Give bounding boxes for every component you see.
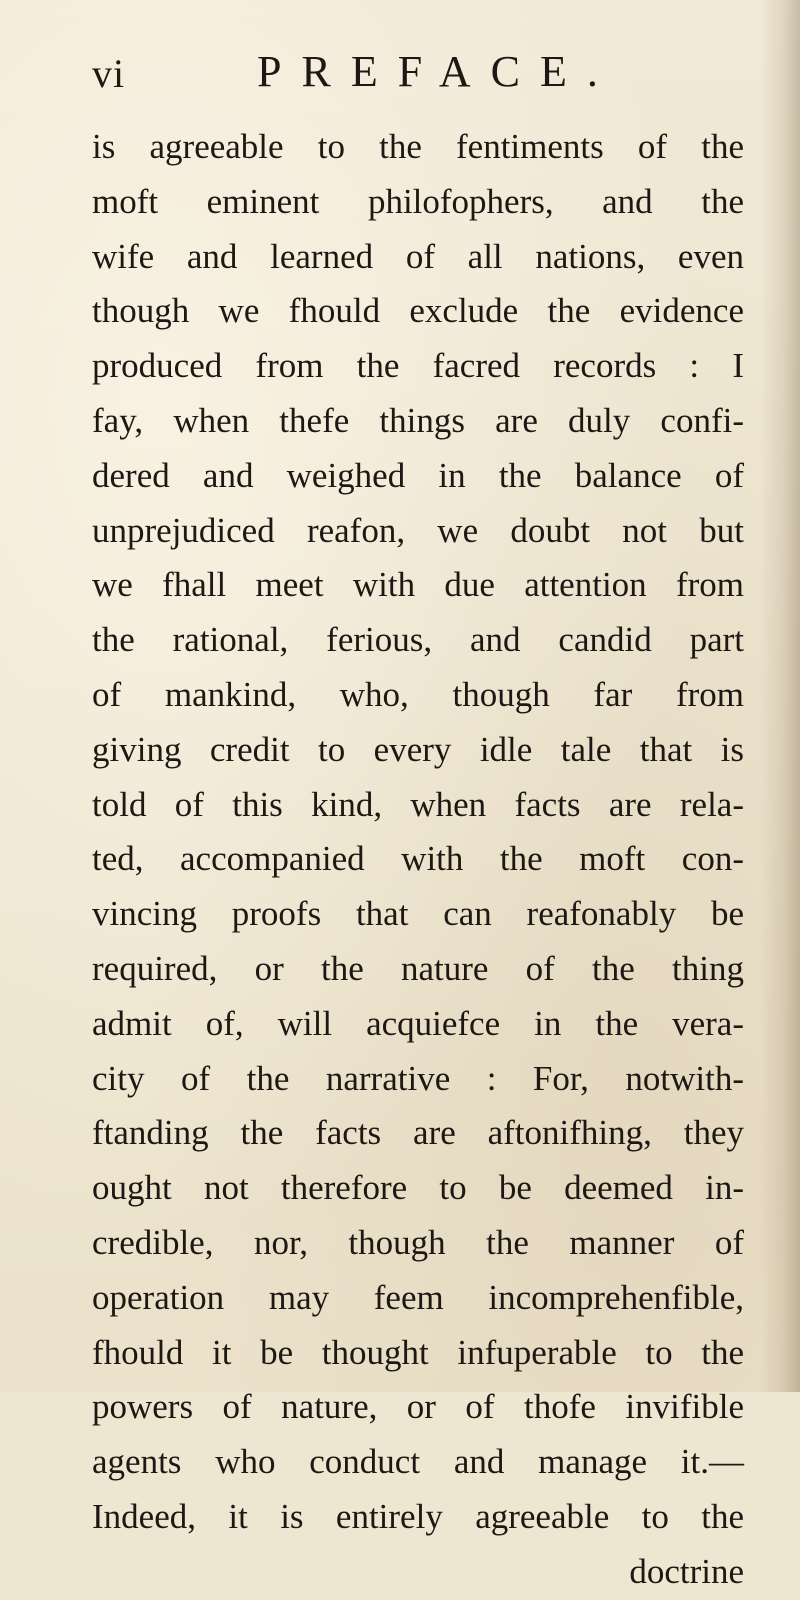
page-header	[92, 44, 712, 104]
text-line: city of the narrative : For, notwith-	[92, 1058, 744, 1098]
text-line: ought not therefore to be deemed in-	[92, 1168, 744, 1208]
text-line: produced from the facred records : I	[92, 346, 744, 386]
page-number: vi	[92, 51, 126, 96]
text-line: ftanding the facts are aftonifhing, they	[92, 1113, 744, 1153]
text-line: ted, accompanied with the moft con-	[92, 839, 744, 879]
text-line: Indeed, it is entirely agreeable to the	[92, 1496, 744, 1536]
text-line: though we fhould exclude the evidence	[92, 291, 744, 331]
body-text	[92, 120, 744, 1600]
text-line: agents who conduct and manage it.—	[92, 1442, 744, 1482]
running-head: PREFACE.	[257, 47, 618, 96]
text-line: vincing proofs that can reafonably be	[92, 894, 744, 934]
text-line: powers of nature, or of thofe invifible	[92, 1387, 744, 1427]
text-line: we fhall meet with due attention from	[92, 565, 744, 605]
text-line: moft eminent philofophers, and the	[92, 181, 744, 221]
catchword: doctrine	[629, 1551, 744, 1591]
text-line: required, or the nature of the thing	[92, 948, 744, 988]
page-edge-shadow	[760, 0, 800, 1392]
text-line: the rational, ferious, and candid part	[92, 620, 744, 660]
text-line: fay, when thefe things are duly confi-	[92, 400, 744, 440]
text-line: credible, nor, though the manner of	[92, 1222, 744, 1262]
text-line: admit of, will acquiefce in the vera-	[92, 1003, 744, 1043]
text-line: unprejudiced reafon, we doubt not but	[92, 510, 744, 550]
text-line: operation may feem incomprehenfible,	[92, 1277, 744, 1317]
text-line: fhould it be thought infuperable to the	[92, 1332, 744, 1372]
text-line: dered and weighed in the balance of	[92, 455, 744, 495]
text-line: is agreeable to the fentiments of the	[92, 127, 744, 166]
text-line: wife and learned of all nations, even	[92, 236, 744, 276]
text-line: told of this kind, when facts are rela-	[92, 784, 744, 824]
text-line: of mankind, who, though far from	[92, 674, 744, 714]
text-line: giving credit to every idle tale that is	[92, 729, 744, 769]
